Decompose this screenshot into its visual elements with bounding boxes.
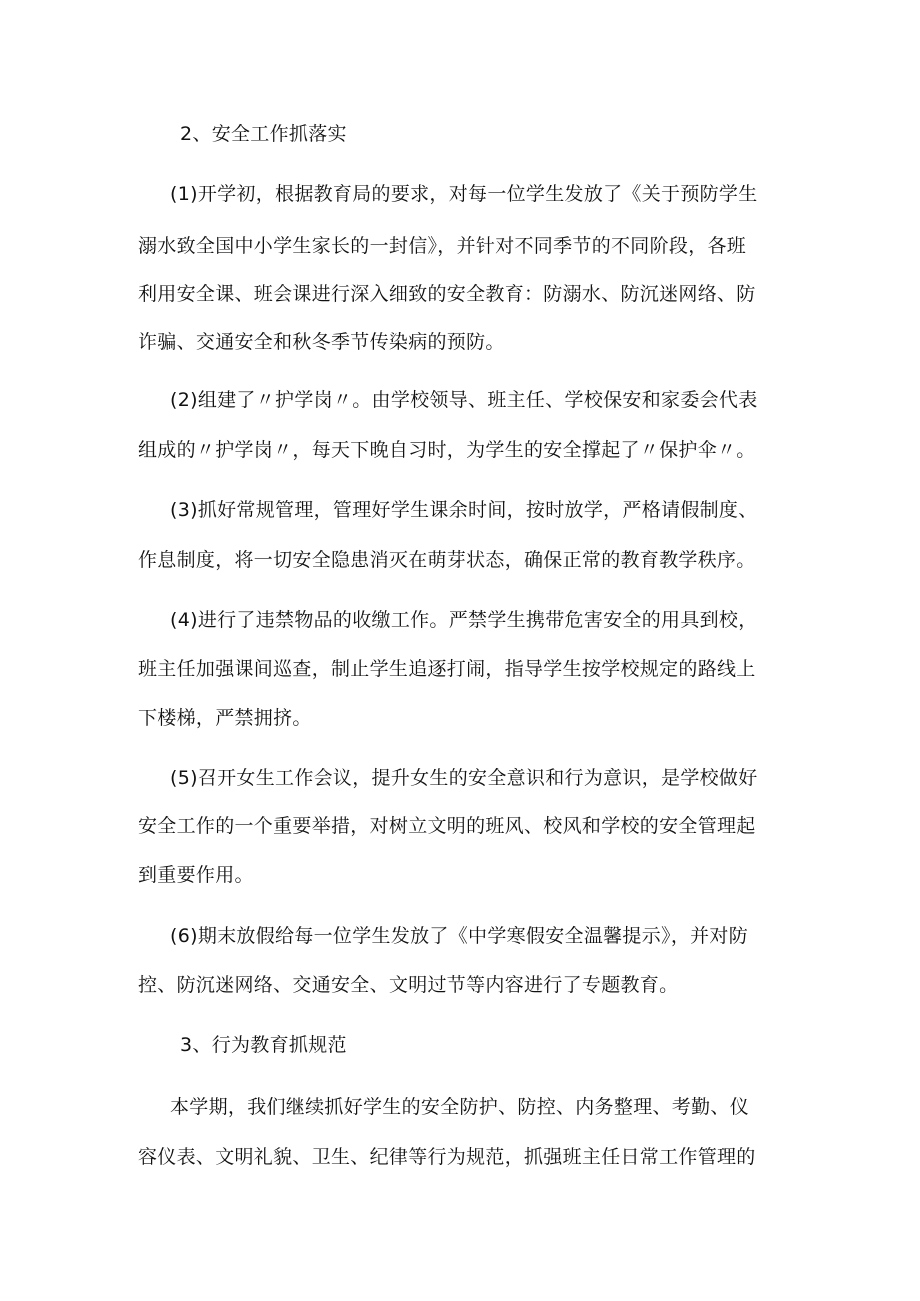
paragraph-line: (3)抓好常规管理，管理好学生课余时间，按时放学，严格请假制度、	[170, 499, 758, 521]
paragraph-line: 下楼梯，严禁拥挤。	[138, 707, 312, 729]
paragraph-line: (6)期末放假给每一位学生发放了《中学寒假安全温馨提示》，并对防	[170, 925, 749, 947]
paragraph-line: 安全工作的一个重要举措，对树立文明的班风、校风和学校的安全管理起	[138, 815, 756, 837]
paragraph-line: 利用安全课、班会课进行深入细致的安全教育：防溺水、防沉迷网络、防	[138, 283, 756, 305]
paragraph-line: 溺水致全国中小学生家长的一封信》，并针对不同季节的不同阶段，各班	[138, 235, 747, 257]
paragraph-line: 作息制度，将一切安全隐患消灭在萌芽状态，确保正常的教育教学秩序。	[138, 549, 756, 571]
paragraph-line: 到重要作用。	[138, 864, 254, 886]
paragraph-line: 班主任加强课间巡查，制止学生追逐打闹，指导学生按学校规定的路线上	[138, 658, 756, 680]
paragraph-line: 本学期，我们继续抓好学生的安全防护、防控、内务整理、考勤、仪	[170, 1096, 750, 1118]
paragraph-line: (4)进行了违禁物品的收缴工作。严禁学生携带危害安全的用具到校，	[170, 609, 758, 631]
paragraph-line: (5)召开女生工作会议，提升女生的安全意识和行为意识，是学校做好	[170, 767, 758, 789]
paragraph-line: 容仪表、文明礼貌、卫生、纪律等行为规范，抓强班主任日常工作管理的	[138, 1146, 756, 1168]
paragraph-line: 诈骗、交通安全和秋冬季节传染病的预防。	[138, 331, 505, 353]
paragraph-line: 控、防沉迷网络、交通安全、文明过节等内容进行了专题教育。	[138, 974, 679, 996]
section-heading: 2、安全工作抓落实	[180, 123, 347, 145]
paragraph-line: 组成的〃护学岗〃，每天下晚自习时，为学生的安全撑起了〃保护伞〃。	[138, 439, 756, 461]
section-heading: 3、行为教育抓规范	[180, 1034, 347, 1056]
paragraph-line: (1)开学初，根据教育局的要求，对每一位学生发放了《关于预防学生	[170, 183, 758, 205]
paragraph-line: (2)组建了〃护学岗〃。由学校领导、班主任、学校保安和家委会代表	[170, 389, 758, 411]
